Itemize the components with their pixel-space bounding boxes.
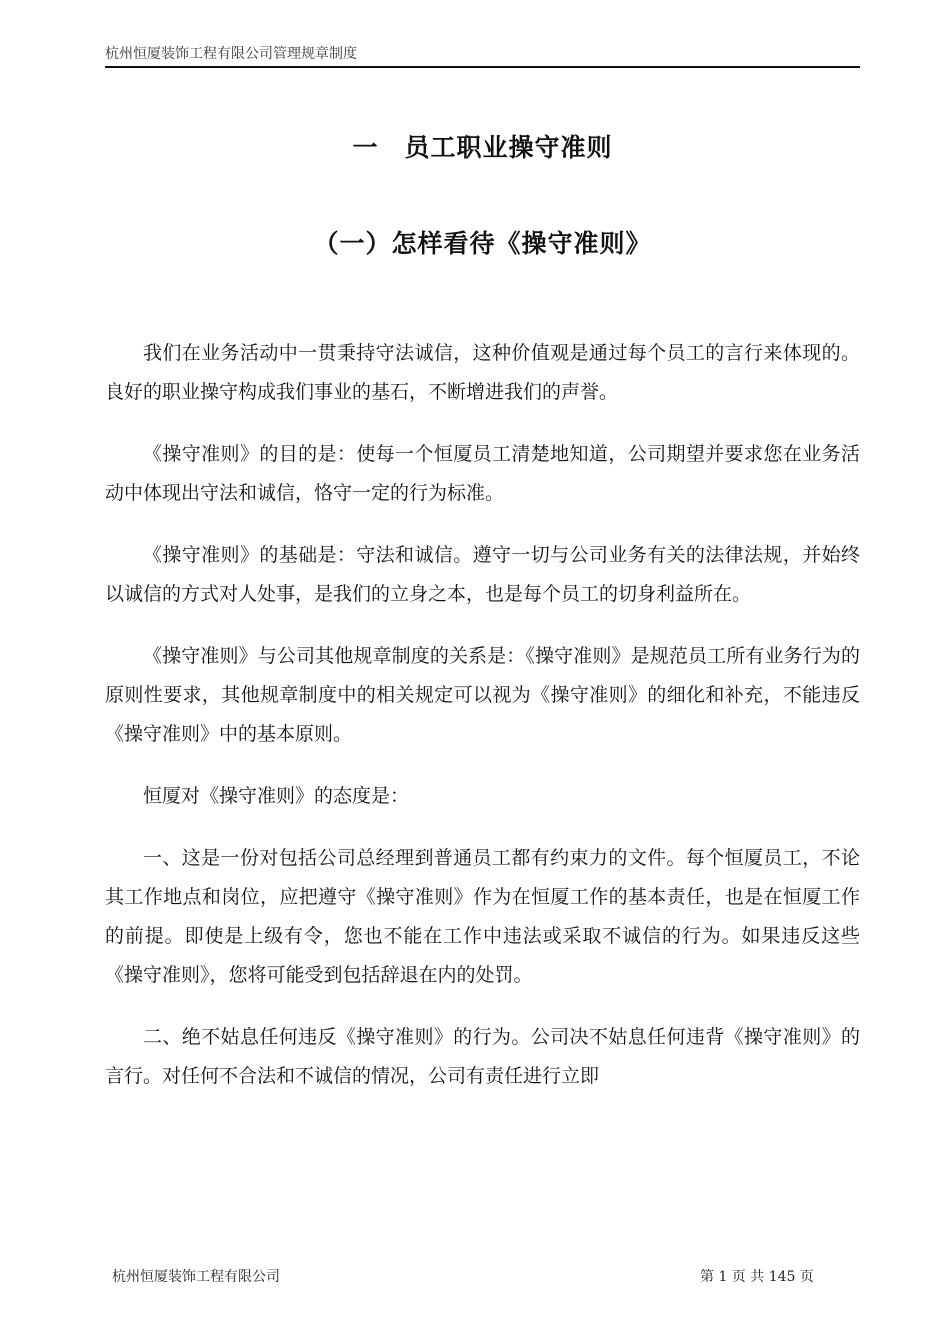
body-paragraph: 我们在业务活动中一贯秉持守法诚信，这种价值观是通过每个员工的言行来体现的。良好的职业操守构成我们事业的基石，不断增进我们的声誉。 bbox=[105, 342, 860, 403]
body-paragraph: 一、这是一份对包括公司总经理到普通员工都有约束力的文件。每个恒厦员工，不论其工作地点和岗位，应把遵守《操守准则》作为在恒厦工作的基本责任，也是在恒厦工作的前提。即使是上级有令，您也不能在工作中违法或采取不诚信的行为。如果违反这些《操守准则》，您将可能受到包括辞退在内的处罚。 bbox=[105, 847, 860, 986]
running-header: 杭州恒厦装饰工程有限公司管理规章制度 bbox=[105, 46, 357, 62]
body-paragraph: 《操守准则》与公司其他规章制度的关系是：《操守准则》是规范员工所有业务行为的原则性要求，其他规章制度中的相关规定可以视为《操守准则》的细化和补充，不能违反《操守准则》中的基本原则。 bbox=[105, 645, 860, 745]
chapter-title: 一 员工职业操守准则 bbox=[352, 133, 613, 162]
header-divider bbox=[105, 66, 860, 68]
body-paragraph: 恒厦对《操守准则》的态度是： bbox=[143, 785, 410, 807]
body-paragraph: 《操守准则》的目的是：使每一个恒厦员工清楚地知道，公司期望并要求您在业务活动中体现出守法和诚信，恪守一定的行为标准。 bbox=[105, 443, 860, 504]
document-body bbox=[105, 334, 860, 1119]
body-paragraph: 《操守准则》的基础是：守法和诚信。遵守一切与公司业务有关的法律法规，并始终以诚信的方式对人处事，是我们的立身之本，也是每个员工的切身利益所在。 bbox=[105, 544, 860, 605]
section-title: （一）怎样看待《操守准则》 bbox=[313, 229, 652, 258]
body-paragraph: 二、绝不姑息任何违反《操守准则》的行为。公司决不姑息任何违背《操守准则》的言行。对任何不合法和不诚信的情况，公司有责任进行立即 bbox=[105, 1026, 860, 1087]
page-number: 第 1 页 共 145 页 bbox=[700, 1269, 814, 1285]
footer-company: 杭州恒厦装饰工程有限公司 bbox=[112, 1269, 280, 1285]
